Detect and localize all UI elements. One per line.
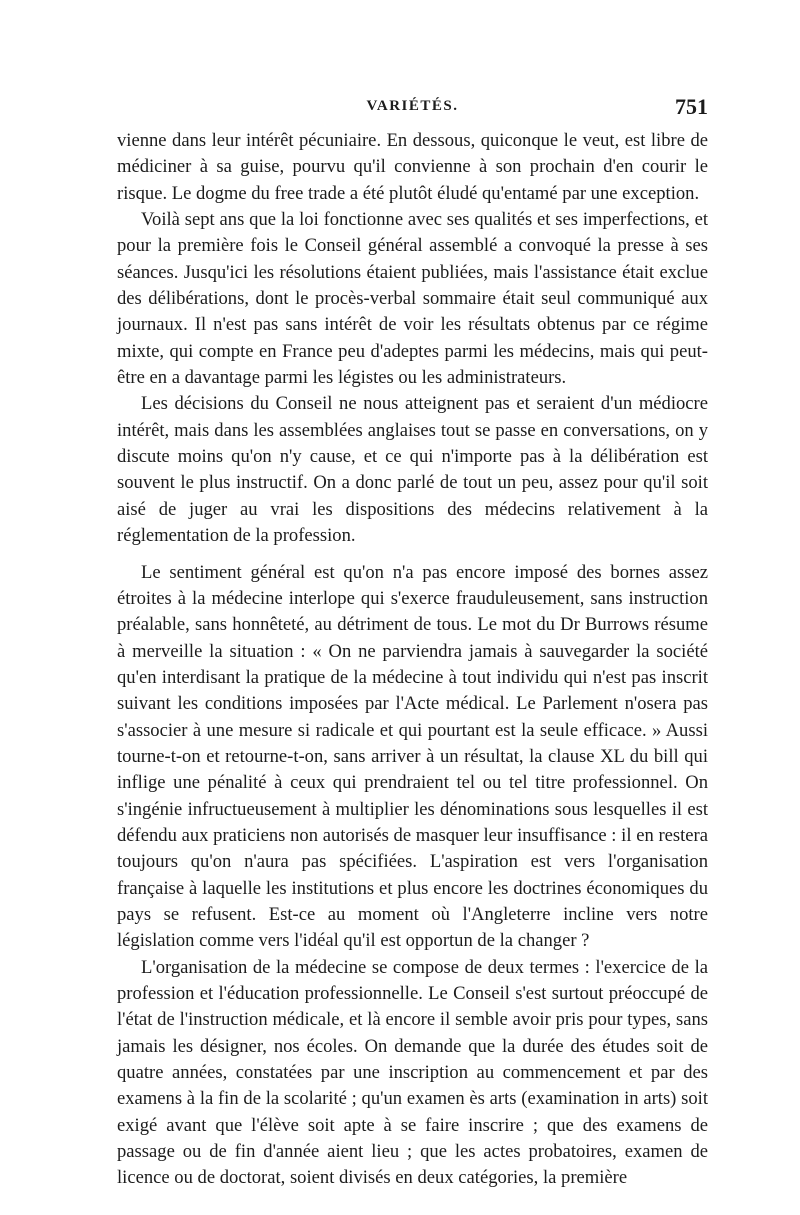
paragraph-5: L'organisation de la médecine se compose de deux termes : l'exercice de la profession et l'éducation professionnelle. Le Conseil s'est surtout préoccupé de l'état de l'instruction médicale, et là encore il semble avoir pris pour types, sans jamais les désigner, nos écoles. On demande que la durée des études soit de quatre années, constatées par une inscription au commencement et par des examens à la fin de la scolarité ; qu'un examen ès arts (examination in arts) soit exigé avant que l'élève soit apte à se faire inscrire ; que des examens de passage ou de fin d'année aient lieu ; que les actes probatoires, examen de licence ou de doctorat, soient divisés en deux catégories, la première bbox=[117, 956, 708, 1189]
paragraph-3: Les décisions du Conseil ne nous atteignent pas et seraient d'un médiocre intérêt, mais dans les assemblées anglaises tout se passe en conversations, on y discute moins qu'on n'y cause, et ce qui n'importe pas à la délibération est souvent le plus instructif. On a donc parlé de tout un peu, assez pour qu'il soit aisé de juger au vrai les dispositions des médecins relativement à la réglementation de la profession. bbox=[117, 393, 708, 547]
paragraph-2: Voilà sept ans que la loi fonctionne avec ses qualités et ses imperfections, et pour la première fois le Conseil général assemblé a convoqué la presse à ses séances. Jusqu'ici les résolutions étaient publiées, mais l'assistance était exclue des délibérations, dont le procès-verbal sommaire était seul communiqué aux journaux. Il n'est pas sans intérêt de voir les résultats obtenus par ce régime mixte, qui compte en France peu d'adeptes parmi les médecins, mais qui peut-être en a davantage parmi les légistes ou les administrateurs. bbox=[117, 209, 708, 389]
page-header bbox=[117, 94, 708, 126]
paragraph-4: Le sentiment général est qu'on n'a pas encore imposé des bornes assez étroites à la médecine interlope qui s'exerce frauduleusement, sans instruction préalable, sans honnêteté, au détriment de tous. Le mot du Dr Burrows résume à merveille la situation : « On ne parviendra jamais à sauvegarder la société qu'en interdisant la pratique de la médecine à tout individu qui n'est pas inscrit suivant les conditions imposées par l'Acte médical. Le Parlement n'osera pas s'associer à une mesure si radicale et qui pourtant est la seule efficace. » Aussi tourne-t-on et retourne-t-on, sans arriver à un résultat, la clause XL du bill qui inflige une pénalité à ceux qui prendraient tel ou tel titre professionnel. On s'ingénie infructueusement à multiplier les dénominations sous lesquelles il est défendu aux praticiens non autorisés de masquer leur insuffisance : il en restera toujours qu'on n'aura pas spécifiées. L'aspiration est vers l'organisation française à laquelle les institutions et plus encore les doctrines économiques du pays se refusent. Est-ce au moment où l'Angleterre incline vers notre législation comme vers l'idéal qu'il est opportun de la changer ? bbox=[117, 561, 708, 952]
body-text bbox=[117, 128, 708, 1192]
paragraph-1: vienne dans leur intérêt pécuniaire. En dessous, quiconque le veut, est libre de médiciner à sa guise, pourvu qu'il convienne à son prochain d'en courir le risque. Le dogme du free trade a été plutôt éludé qu'entamé par une exception. bbox=[117, 130, 708, 204]
running-title: VARIÉTÉS. bbox=[366, 98, 459, 114]
page-number: 751 bbox=[675, 94, 708, 119]
